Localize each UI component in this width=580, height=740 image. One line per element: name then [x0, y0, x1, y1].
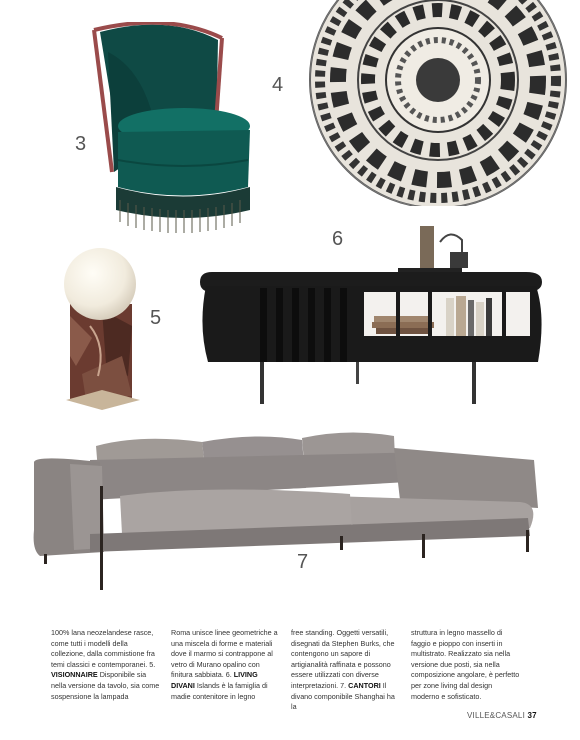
- round-rug-image: [296, 0, 580, 206]
- magazine-name: VILLE&CASALI: [467, 711, 525, 720]
- column-3-part-1: free standing. Oggetti versatili, disegnati da Stephen Burks, che contengono un sapore di artigianalità raffinata e possono essere utilizzati con diverse interpretazioni. 7.: [291, 628, 395, 690]
- item-number-3: 3: [75, 133, 87, 155]
- brand-visionnaire: VISIONNAIRE: [51, 670, 98, 680]
- sectional-sofa-image: [30, 430, 548, 594]
- text-column-1: [51, 628, 161, 702]
- column-1-part-3: Disponibile sia nella versione da tavolo, sia come sospensione la lampada: [51, 670, 160, 701]
- globe-lamp-image: [62, 246, 144, 412]
- text-column-2: [171, 628, 281, 702]
- column-2-part-1: Roma unisce linee geometriche a una miscela di forme e materiali dove il marmo si contrappone al vetro di Murano opalino con finitura sabbiata. 6.: [171, 628, 278, 680]
- item-number-4: 4: [272, 74, 284, 96]
- oval-cabinet-image: [196, 226, 556, 408]
- brand-cantori: CANTORI: [348, 680, 381, 690]
- column-3-part-3: Il divano componibile Shanghai ha la: [291, 680, 395, 712]
- item-number-7: 7: [297, 551, 309, 573]
- brand-living-divani: LIVING DIVANI: [171, 670, 258, 690]
- armchair-image: [88, 22, 258, 236]
- column-4-part-1: struttura in legno massello di faggio e pioppo con inserti in multistrato. Realizzato sia nella versione due posti, sia nella composizione angolare, è perfetto per zone living dal design moderno e sofisticato.: [411, 628, 520, 701]
- column-1-part-1: 100% lana neozelandese rasce, come tutti i modelli della collezione, dalla commistione fra temi classici e contemporanei. 5.: [51, 628, 156, 669]
- page-number: 37: [527, 711, 537, 720]
- page-footer: [467, 711, 537, 720]
- column-2-part-3: Islands è la famiglia di madie contenitore in legno: [171, 680, 268, 701]
- item-number-5: 5: [150, 307, 162, 329]
- item-number-6: 6: [332, 228, 344, 250]
- text-column-3: [291, 628, 401, 713]
- text-column-4: [411, 628, 521, 702]
